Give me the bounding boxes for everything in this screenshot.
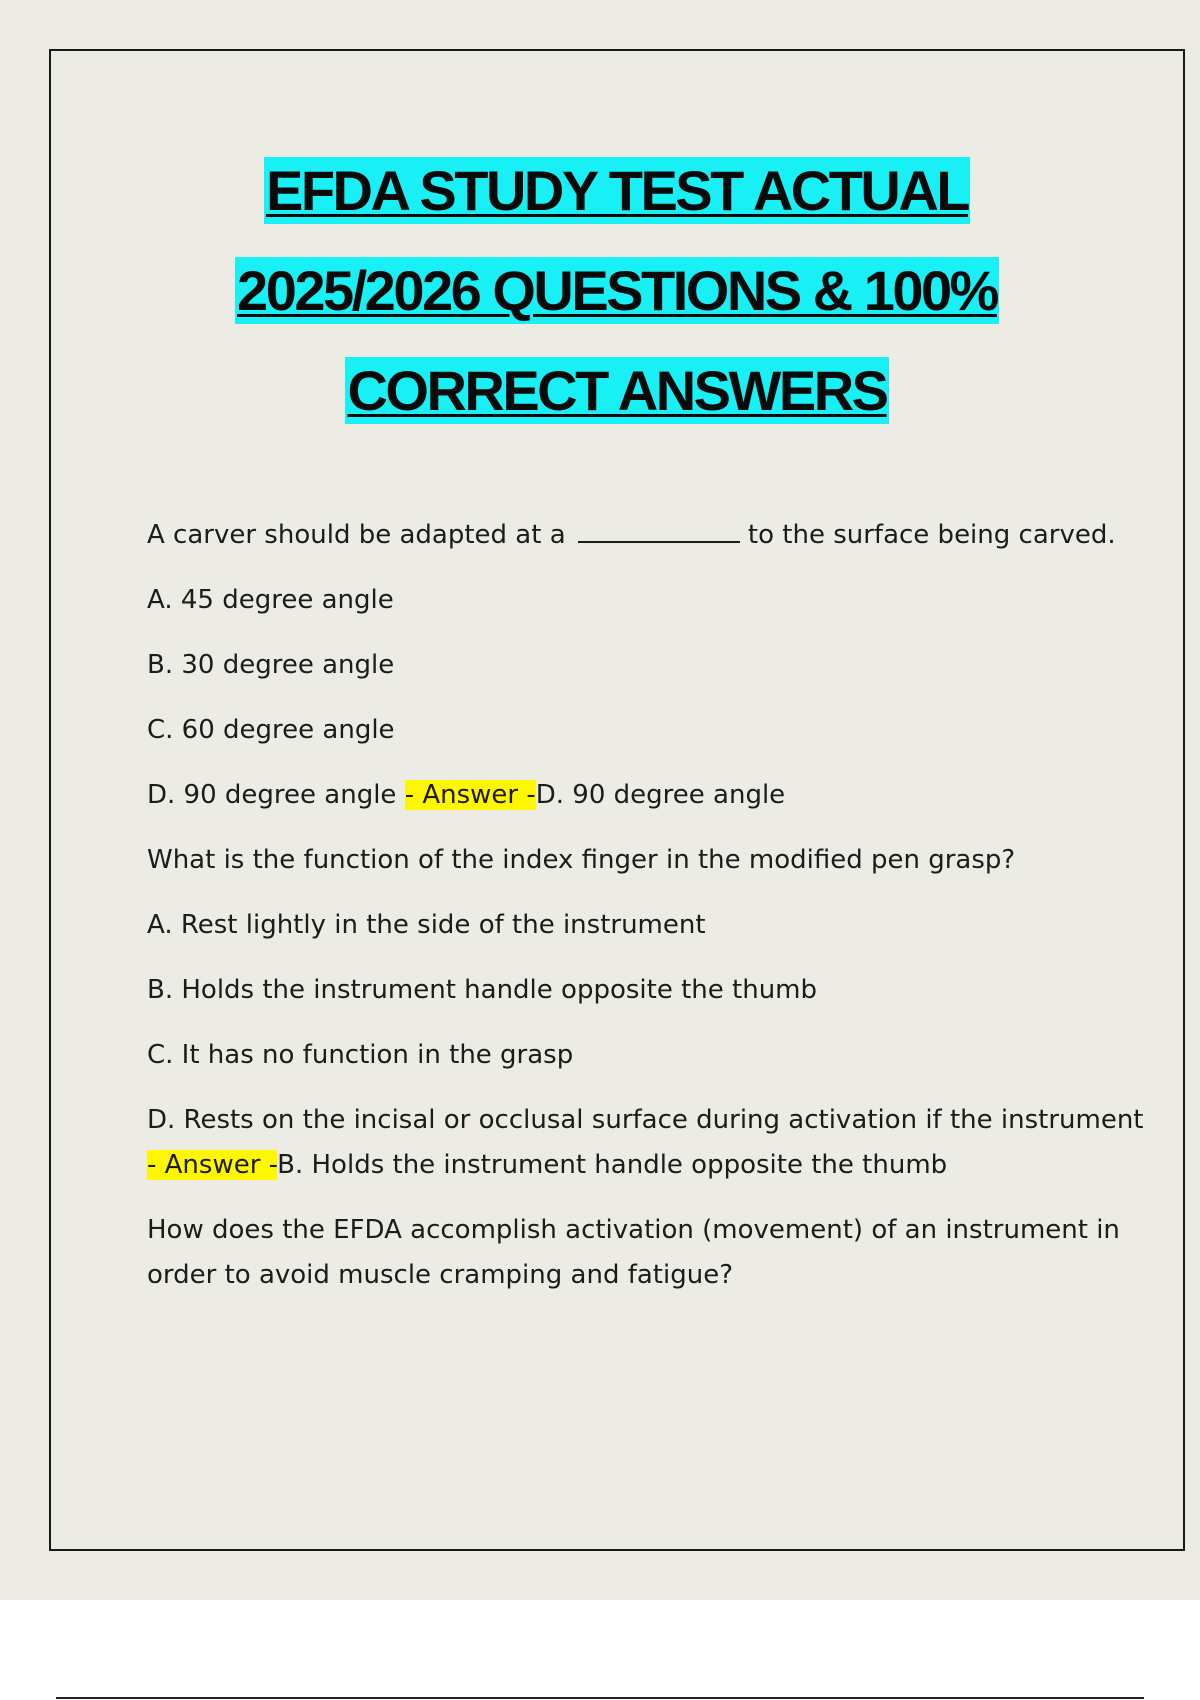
title-line-2: 2025/2026 QUESTIONS & 100% (237, 259, 997, 322)
question-1-option-d (147, 773, 1147, 818)
title-line-1: EFDA STUDY TEST ACTUAL (265, 159, 969, 222)
question-2-option-d (147, 1098, 1147, 1188)
question-1 (147, 513, 1147, 558)
footer-divider (56, 1697, 1144, 1699)
answer-highlight: - Answer - (147, 1150, 278, 1180)
question-2-option-d-text: D. Rests on the incisal or occlusal surface during activation if the instrument (147, 1105, 1144, 1135)
question-2-answer: B. Holds the instrument handle opposite the thumb (277, 1150, 948, 1180)
question-1-option-c: C. 60 degree angle (147, 715, 395, 745)
question-2: What is the function of the index finger in the modified pen grasp? (147, 845, 1016, 875)
question-2-option-c: C. It has no function in the grasp (147, 1040, 574, 1070)
question-2-option-a: A. Rest lightly in the side of the instrument (147, 910, 706, 940)
question-1-text-before: A carver should be adapted at a (147, 520, 566, 550)
question-3: How does the EFDA accomplish activation (movement) of an instrument in order to avoid muscle cramping and fatigue? (147, 1215, 1120, 1290)
document-border-frame (49, 49, 1185, 1551)
document-title (51, 141, 1183, 441)
question-1-option-d-text: D. 90 degree angle (147, 780, 397, 810)
question-2-option-b: B. Holds the instrument handle opposite the thumb (147, 975, 818, 1005)
question-1-option-a: A. 45 degree angle (147, 585, 394, 615)
fill-in-blank (578, 513, 740, 543)
title-line-3: CORRECT ANSWERS (347, 359, 887, 422)
question-1-text-after: to the surface being carved. (747, 520, 1116, 550)
question-1-option-b: B. 30 degree angle (147, 650, 395, 680)
question-1-answer: D. 90 degree angle (535, 780, 786, 810)
answer-highlight: - Answer - (404, 780, 536, 810)
question-content (147, 513, 1147, 1318)
